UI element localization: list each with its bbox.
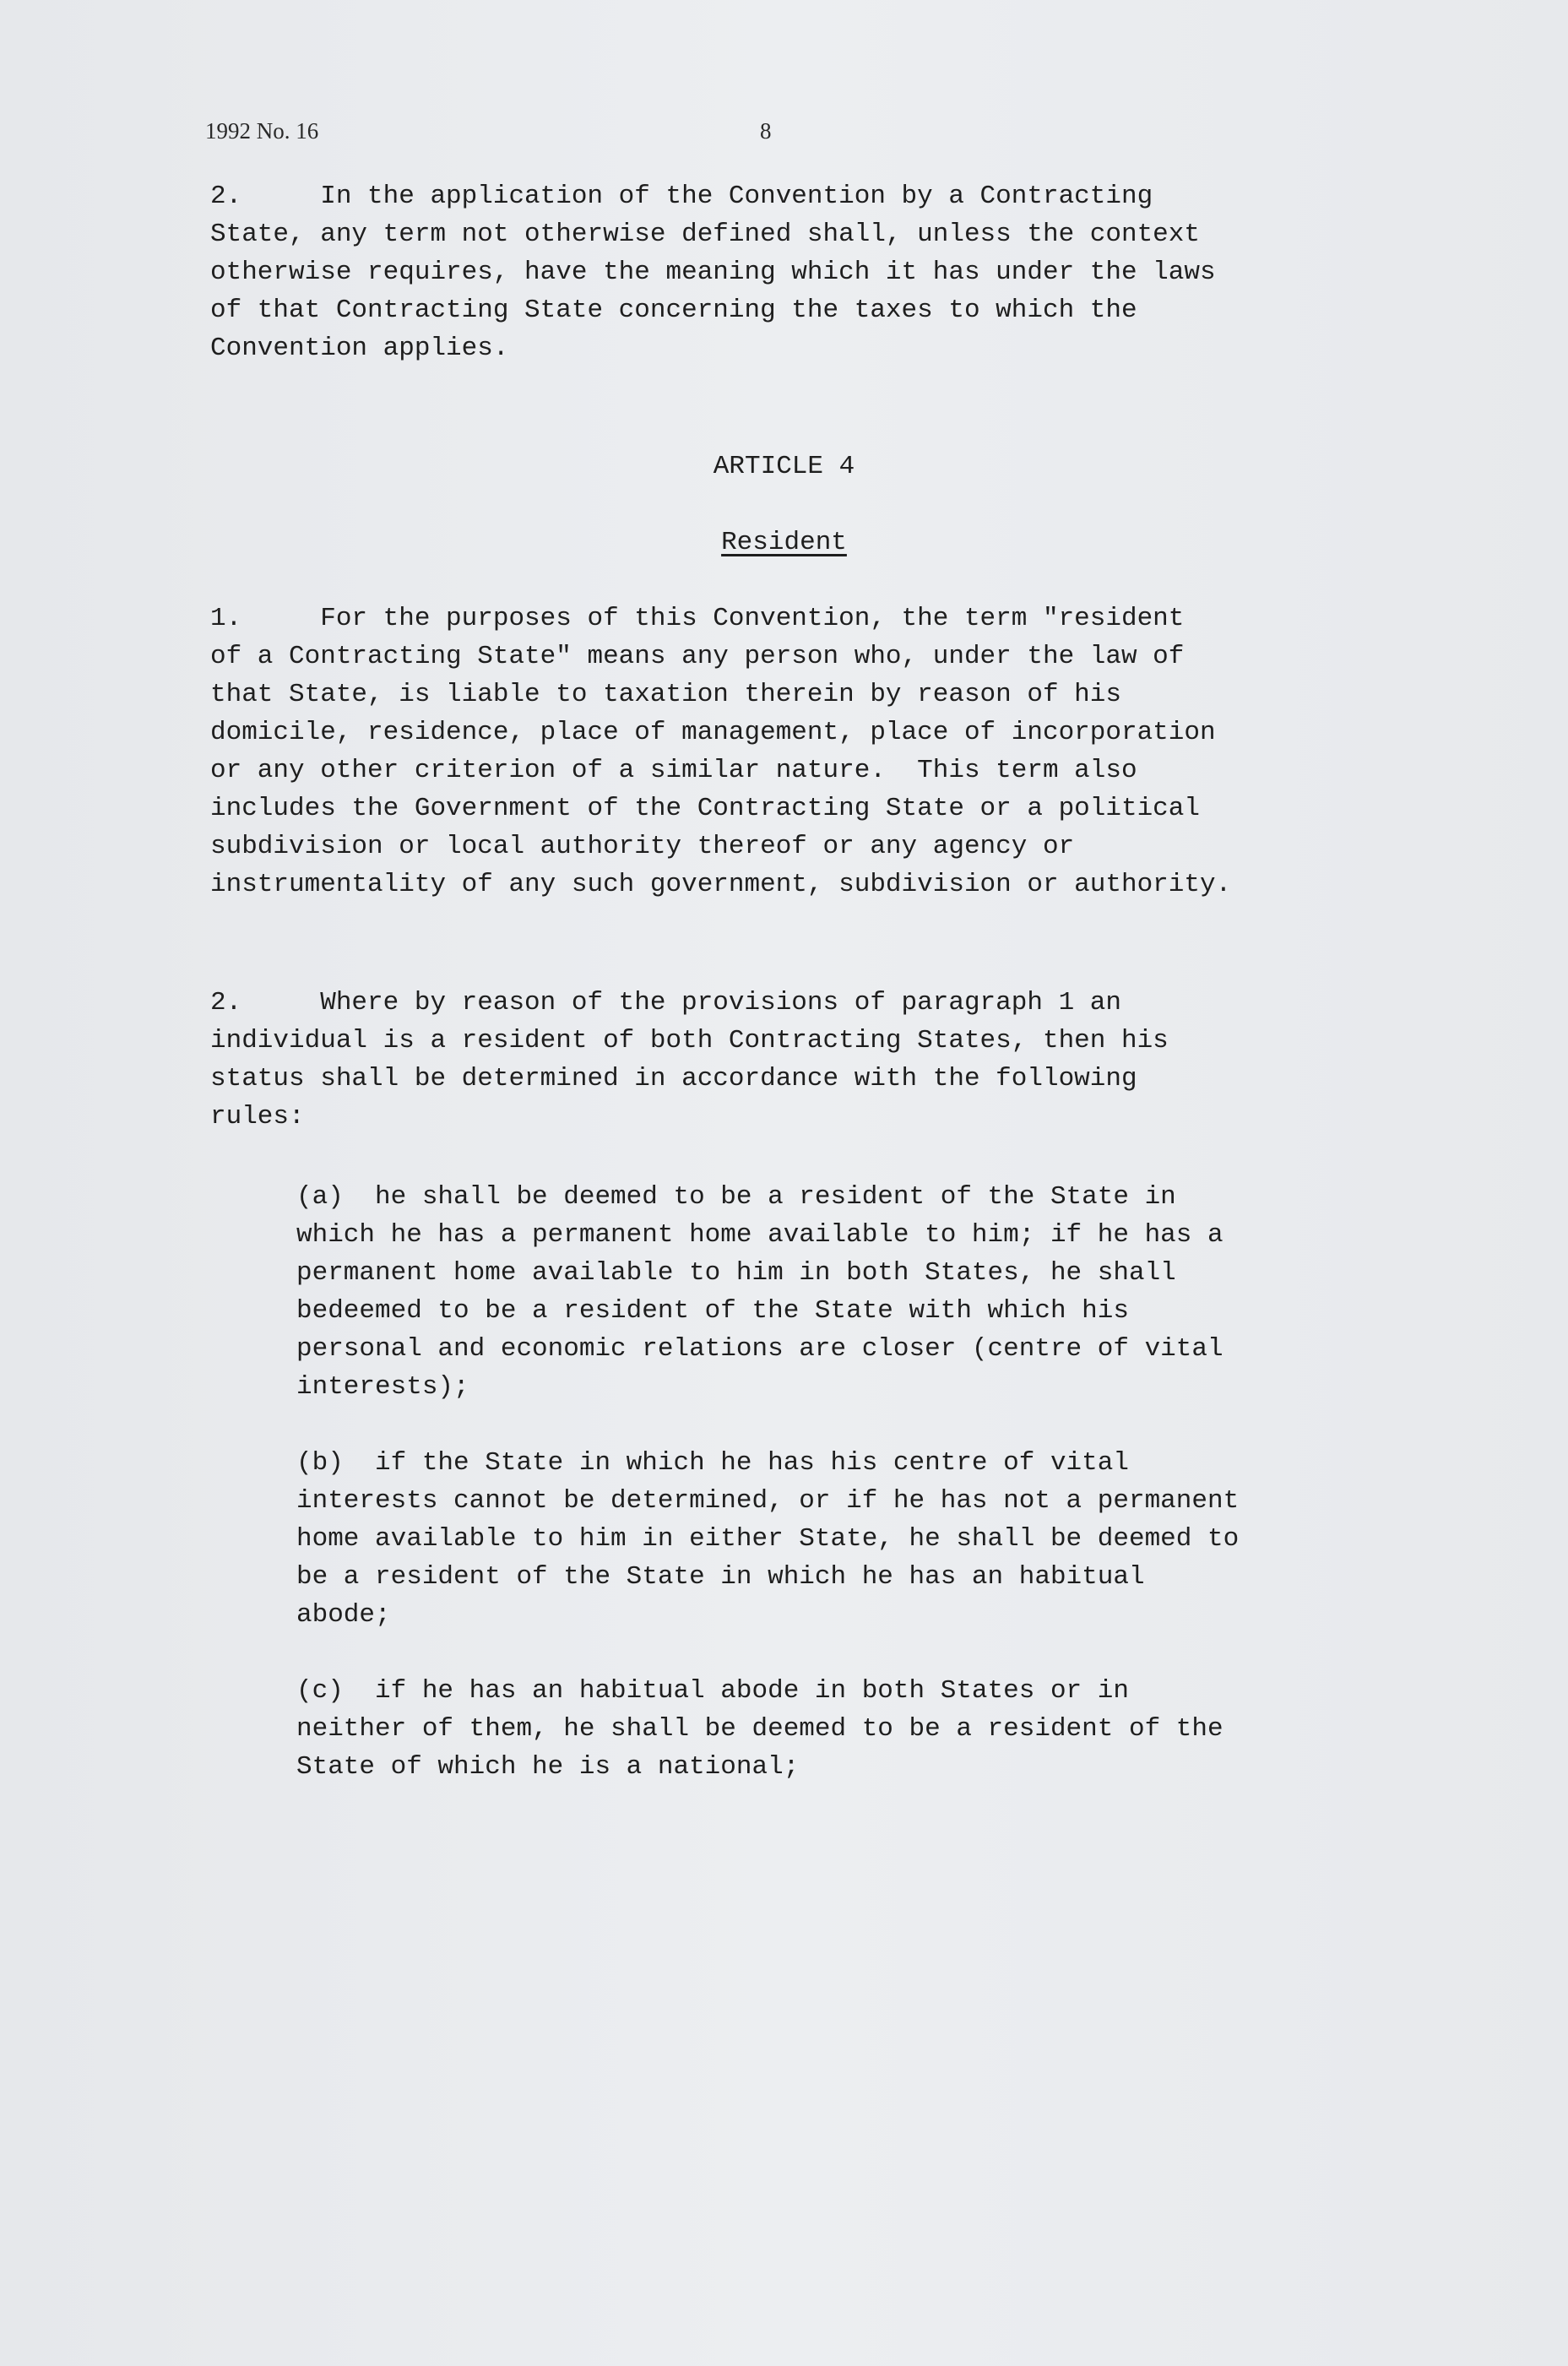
article-4-paragraph-1: 1. For the purposes of this Convention, the term "resident of a Contracting State" means any person who, under the law of that State, is liable to taxation therein by reason of his domicile, residence, place of management, place of incorporation or any other criterion of a similar nature. This term also includes the Government of the Contracting State or a political subdivision or local authority thereof or any agency or instrumentality of any such government, subdivision or authority. (210, 604, 1232, 899)
page-number: 8 (760, 118, 772, 144)
article-heading: ARTICLE 4 (713, 452, 855, 481)
document-reference: 1992 No. 16 (205, 118, 319, 144)
article-subheading-text: Resident (721, 528, 847, 557)
paragraph-2-interpretation: 2. In the application of the Convention by a Contracting State, any term not otherwise defined shall, unless the context otherwise requires, have the meaning which it has under the laws of that Contracting State concerning the taxes to which the Convention applies. (210, 182, 1216, 363)
rule-b: (b) if the State in which he has his centre of vital interests cannot be determined, or if he has not a permanent home available to him in either State, he shall be deemed to be a resident of the State in which he has an habitual abode; (296, 1448, 1240, 1630)
article-subheading (0, 524, 1568, 562)
article-4-paragraph-2: 2. Where by reason of the provisions of paragraph 1 an individual is a resident of both Contracting States, then his status shall be determined in accordance with the following rules: (210, 988, 1169, 1131)
rule-a: (a) he shall be deemed to be a resident of the State in which he has a permanent home available to him; if he has a permanent home available to him in both States, he shall bedeemed to be a resident of the State with which his personal and economic relations are closer (centre of vital interests); (296, 1182, 1223, 1402)
rule-c: (c) if he has an habitual abode in both States or in neither of them, he shall be deemed to be a resident of the State of which he is a national; (296, 1676, 1223, 1782)
